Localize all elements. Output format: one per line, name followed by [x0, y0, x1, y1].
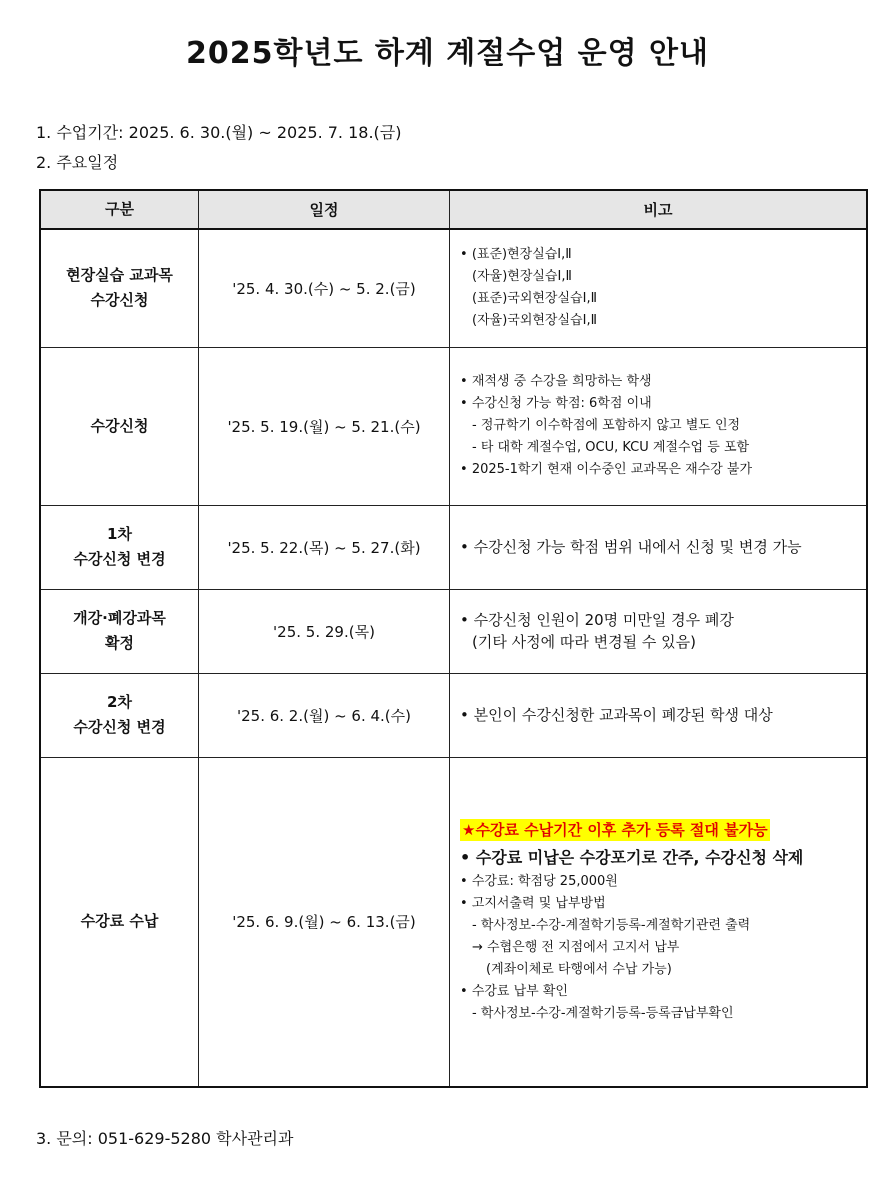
category-line: 수강신청 변경 [73, 718, 166, 736]
main-schedule-heading: 2. 주요일정 [36, 153, 119, 172]
note-line: (자율)국외현장실습Ⅰ,Ⅱ [472, 313, 597, 329]
note-line: (자율)현장실습Ⅰ,Ⅱ [472, 269, 572, 285]
unpaid-notice: • 수강료 미납은 수강포기로 간주, 수강신청 삭제 [460, 845, 858, 871]
category-line: 2차 [107, 693, 132, 711]
row-remarks [450, 505, 868, 589]
category-line: 1차 [107, 525, 132, 543]
table-row [40, 757, 867, 1087]
row-remarks [450, 229, 868, 347]
row-schedule: '25. 6. 9.(월) ~ 6. 13.(금) [199, 757, 450, 1087]
note-line: • 본인이 수강신청한 교과목이 폐강된 학생 대상 [460, 704, 858, 726]
header-category: 구분 [40, 190, 199, 229]
row-schedule: '25. 5. 29.(목) [199, 589, 450, 673]
category-line: 수강신청 변경 [73, 550, 166, 568]
note-line: - 정규학기 이수학점에 포함하지 않고 별도 인정 [472, 418, 741, 433]
row-category [40, 229, 199, 347]
category-line: 확정 [105, 634, 134, 652]
note-line: - 학사정보-수강-계절학기등록-등록금납부확인 [472, 1005, 734, 1021]
page-title: 2025학년도 하계 계절수업 운영 안내 [185, 36, 709, 71]
row-remarks [450, 673, 868, 757]
row-remarks [450, 589, 868, 673]
note-line: - 타 대학 계절수업, OCU, KCU 계절수업 등 포함 [472, 440, 750, 455]
contact-line: 3. 문의: 051-629-5280 학사관리과 [36, 1129, 294, 1148]
table-row [40, 673, 867, 757]
table-row [40, 505, 867, 589]
note-line: - 학사정보-수강-계절학기등록-계절학기관련 출력 [472, 917, 751, 933]
row-remarks [450, 347, 868, 505]
note-line: (계좌이체로 타행에서 수납 가능) [486, 961, 672, 977]
note-line: • 수강료 납부 확인 [460, 981, 858, 1003]
note-line: • 재적생 중 수강을 희망하는 학생 [460, 371, 858, 393]
row-schedule: '25. 5. 22.(목) ~ 5. 27.(화) [199, 505, 450, 589]
note-line: (표준)국외현장실습Ⅰ,Ⅱ [472, 291, 597, 307]
table-header-row [40, 190, 867, 229]
row-schedule: '25. 6. 2.(월) ~ 6. 4.(수) [199, 673, 450, 757]
payment-warning: ★수강료 수납기간 이후 추가 등록 절대 불가능 [462, 820, 768, 839]
table-row [40, 347, 867, 505]
table-row [40, 229, 867, 347]
row-schedule: '25. 4. 30.(수) ~ 5. 2.(금) [199, 229, 450, 347]
note-line: → 수협은행 전 지점에서 고지서 납부 [472, 939, 680, 955]
note-line: • (표준)현장실습Ⅰ,Ⅱ [460, 244, 858, 266]
note-line: • 수강신청 가능 학점: 6학점 이내 [460, 393, 858, 415]
category-line: 수강신청 [90, 291, 149, 310]
header-schedule: 일정 [199, 190, 450, 229]
note-line: • 수강료: 학점당 25,000원 [460, 871, 858, 893]
schedule-table [39, 189, 868, 1088]
category-line: 현장실습 교과목 [66, 266, 173, 285]
row-category [40, 505, 199, 589]
table-row [40, 589, 867, 673]
row-category [40, 589, 199, 673]
note-line: (기타 사정에 따라 변경될 수 있음) [472, 633, 696, 651]
row-category [40, 347, 199, 505]
note-line: • 2025-1학기 현재 이수중인 교과목은 재수강 불가 [460, 459, 858, 481]
note-line: • 고지서출력 및 납부방법 [460, 893, 858, 915]
row-category [40, 673, 199, 757]
row-category [40, 757, 199, 1087]
category-line: 수강료 수납 [80, 912, 159, 931]
row-remarks [450, 757, 868, 1087]
note-line: • 수강신청 인원이 20명 미만일 경우 폐강 [460, 609, 858, 631]
class-period-line: 1. 수업기간: 2025. 6. 30.(월) ~ 2025. 7. 18.(금) [36, 123, 402, 142]
category-line: 개강·폐강과목 [73, 609, 166, 627]
note-line: • 수강신청 가능 학점 범위 내에서 신청 및 변경 가능 [460, 536, 858, 558]
header-remarks: 비고 [450, 190, 868, 229]
category-line: 수강신청 [90, 416, 149, 435]
row-schedule: '25. 5. 19.(월) ~ 5. 21.(수) [199, 347, 450, 505]
